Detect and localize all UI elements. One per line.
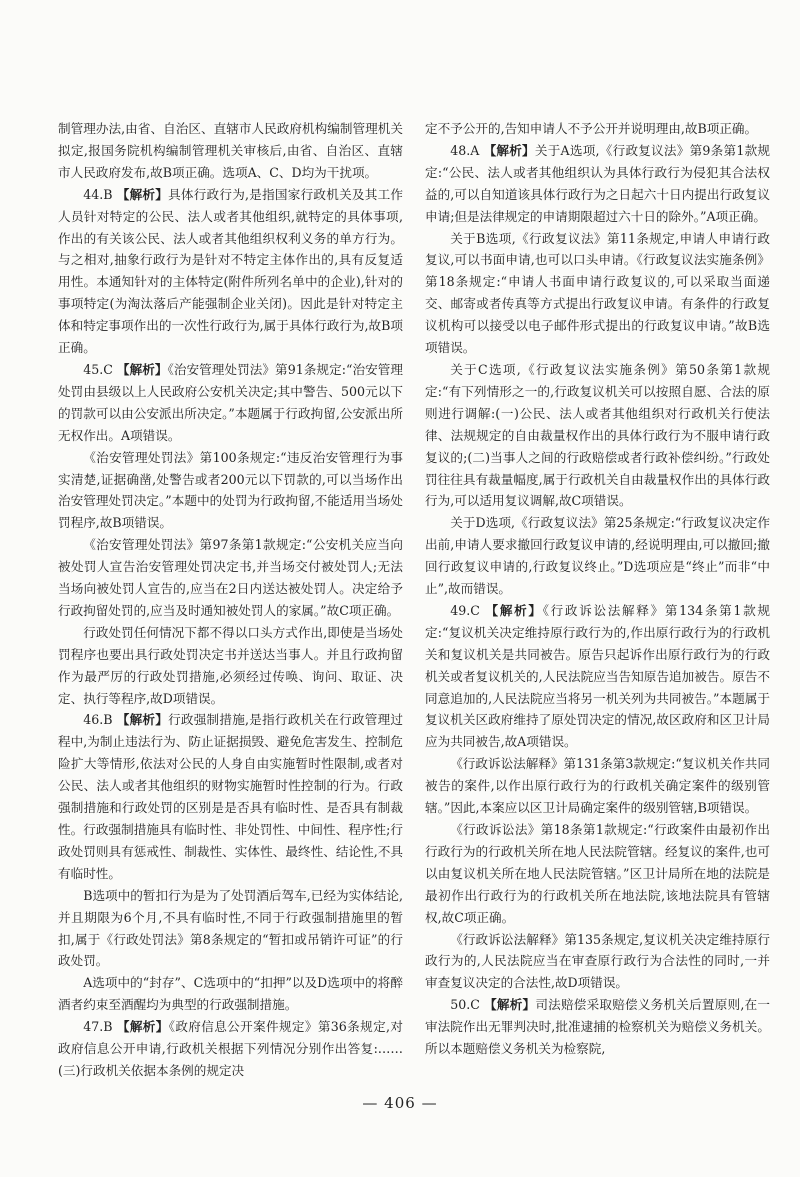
- text-paragraph: [58, 885, 403, 973]
- paragraph-text: 关于A选项,《行政复议法》第9条第1款规定:“公民、法人或者其他组织认为具体行政行为侵犯其合法权益的,可以自知道该具体行政行为之日起六十日内提出行政复议申请;但是法律规定的申请期限超过六十日的除外。”A项正确。: [425, 142, 771, 224]
- text-paragraph: [58, 118, 403, 184]
- text-paragraph: [425, 359, 770, 512]
- paragraph-text: 《治安管理处罚法》第97条第1款规定:“公安机关应当向被处罚人宣告治安管理处罚决定书,并当场交付被处罚人;无法当场向被处罚人宣告的,应当在2日内送达被处罚人。决定给予行政拘留处罚的,应当及时通知被处罚人的家属。”故C项正确。: [58, 537, 403, 618]
- page-number: — 406 —: [362, 1094, 438, 1112]
- analysis-tag: 【解析】: [116, 186, 169, 202]
- question-number: 46.B: [83, 712, 113, 728]
- text-paragraph: [58, 534, 403, 622]
- text-paragraph: [425, 819, 770, 929]
- question-number: 44.B: [83, 186, 113, 202]
- text-paragraph: [425, 753, 770, 819]
- left-column: [58, 118, 403, 1082]
- answer-paragraph: [425, 140, 770, 228]
- paragraph-text: 制管理办法,由省、自治区、直辖市人民政府机构编制管理机关拟定,报国务院机构编制管理机关审核后,由省、自治区、直辖市人民政府发布,故B项正确。选项A、C、D均为干扰项。: [58, 121, 403, 180]
- analysis-tag: 【解析】: [485, 602, 543, 618]
- paragraph-text: 关于D选项,《行政复议法》第25条规定:“行政复议决定作出前,申请人要求撤回行政复议申请的,经说明理由,可以撤回;撤回行政复议申请的,行政复议终止。”D选项应是“终止”而非“中止”,故而错误。: [425, 515, 770, 597]
- paragraph-text: 《治安管理处罚法》第91条规定:“治安管理处罚由县级以上人民政府公安机关决定;其中警告、500元以下的罚款可以由公安派出所决定。”本题属于行政拘留,公安派出所无权作出。A项错误。: [58, 361, 403, 443]
- answer-paragraph: [58, 184, 403, 359]
- text-paragraph: [58, 972, 403, 1016]
- paragraph-text: 《行政诉讼法》第18条第1款规定:“行政案件由最初作出行政行为的行政机关所在地人民法院管辖。经复议的案件,也可以由复议机关所在地人民法院管辖。”区卫计局所在地的法院是最初作出行政行为的行政机关所在地法院,该地法院具有管辖权,故C项正确。: [425, 822, 770, 925]
- answer-paragraph: [58, 1016, 403, 1082]
- text-paragraph: [58, 447, 403, 535]
- question-number: 45.C: [83, 361, 113, 377]
- analysis-tag: 【解析】: [116, 1019, 169, 1035]
- answer-paragraph: [425, 600, 770, 753]
- text-paragraph: [58, 622, 403, 710]
- paragraph-text: 关于C选项,《行政复议法实施条例》第50条第1款规定:“有下列情形之一的,行政复议机关可以按照自愿、合法的原则进行调解:(一)公民、法人或者其他组织对行政机关行使法律、法规规定的自由裁量权作出的具体行政行为不服申请行政复议的;(二)当事人之间的行政赔偿或者行政补偿纠纷。”行政处罚往往具有裁量幅度,属于行政机关自由裁量权作出的具体行政行为,可以适用复议调解,故C项错误。: [425, 361, 770, 509]
- paragraph-text: 《政府信息公开案件规定》第36条规定,对政府信息公开申请,行政机关根据下列情况分别作出答复:……(三)行政机关依据本条例的规定决: [58, 1019, 404, 1078]
- paragraph-text: 《行政诉讼法解释》第135条规定,复议机关决定维持原行政行为的,人民法院应当在审查原行政行为合法性的同时,一并审查复议决定的合法性,故D项错误。: [425, 931, 770, 991]
- paragraph-text: 《行政诉讼法解释》第134条第1款规定:“复议机关决定维持原行政行为的,作出原行政行为的行政机关和复议机关是共同被告。原告只起诉作出原行政行为的行政机关或者复议机关的,人民法院应当告知原告追加被告。原告不同意追加的,人民法院应当将另一机关列为共同被告。”本题属于复议机关区政府维持了原处罚决定的情况,故区政府和区卫计局应为共同被告,故A项错误。: [425, 602, 770, 750]
- question-number: 50.C: [450, 997, 480, 1013]
- analysis-tag: 【解析】: [116, 712, 169, 728]
- right-column: [425, 118, 770, 1060]
- question-number: 49.C: [450, 602, 480, 618]
- paragraph-text: 关于B选项,《行政复议法》第11条规定,申请人申请行政复议,可以书面申请,也可以口头申请。《行政复议法实施条例》第18条规定:“申请人书面申请行政复议的,可以采取当面递交、邮寄或者传真等方式提出行政复议申请。有条件的行政复议机构可以接受以电子邮件形式提出的行政复议申请。”故B选项错误。: [425, 230, 770, 356]
- analysis-tag: 【解析】: [116, 361, 168, 377]
- paragraph-text: 行政处罚任何情况下都不得以口头方式作出,即使是当场处罚程序也要出具行政处罚决定书并送达当事人。并且行政拘留作为最严厉的行政处罚措施,必须经过传唤、询问、取证、决定、执行等程序,故D项错误。: [58, 624, 403, 706]
- answer-paragraph: [58, 359, 403, 447]
- text-paragraph: [425, 228, 770, 359]
- paragraph-text: A选项中的“封存”、C选项中的“扣押”以及D选项中的将醉酒者约束至酒醒均为典型的行政强制措施。: [58, 975, 403, 1013]
- question-number: 47.B: [83, 1019, 113, 1035]
- answer-paragraph: [425, 994, 770, 1060]
- text-paragraph: [425, 929, 770, 995]
- paragraph-text: 具体行政行为,是指国家行政机关及其工作人员针对特定的公民、法人或者其他组织,就特定的具体事项,作出的有关该公民、法人或者其他组织权利义务的单方行为。与之相对,抽象行政行为是针对不特定主体作出的,具有反复适用性。本通知针对的主体特定(附件所列名单中的企业),针对的事项特定(为淘汰落后产能强制企业关闭)。因此是针对特定主体和特定事项作出的一次性行政行为,属于具体行政行为,故B项正确。: [58, 186, 403, 356]
- answer-paragraph: [58, 709, 403, 884]
- paragraph-text: 司法赔偿采取赔偿义务机关后置原则,在一审法院作出无罪判决时,批准逮捕的检察机关为赔偿义务机关。所以本题赔偿义务机关为检察院,: [425, 997, 770, 1057]
- paragraph-text: 《行政诉讼法解释》第131条第3款规定:“复议机关作共同被告的案件,以作出原行政行为的行政机关确定案件的级别管辖。”因此,本案应以区卫计局确定案件的级别管辖,B项错误。: [425, 756, 770, 816]
- analysis-tag: 【解析】: [483, 142, 535, 158]
- paragraph-text: B选项中的暂扣行为是为了处罚酒后驾车,已经为实体结论,并且期限为6个月,不具有临时性,不同于行政强制措施里的暂扣,属于《行政处罚法》第8条规定的“暂扣或吊销许可证”的行政处罚。: [58, 887, 403, 969]
- paragraph-text: 行政强制措施,是指行政机关在行政管理过程中,为制止违法行为、防止证据损毁、避免危害发生、控制危险扩大等情形,依法对公民的人身自由实施暂时性限制,或者对公民、法人或者其他组织的财物实施暂时性控制的行为。行政强制措施和行政处罚的区别是是否具有临时性、是否具有制裁性。行政强制措施具有临时性、非处罚性、中间性、程序性;行政处罚则具有惩戒性、制裁性、实体性、最终性、结论性,不具有临时性。: [58, 712, 403, 881]
- text-paragraph: [425, 512, 770, 600]
- paragraph-text: 《治安管理处罚法》第100条规定:“违反治安管理行为事实清楚,证据确凿,处警告或者200元以下罚款的,可以当场作出治安管理处罚决定。”本题中的处罚为行政拘留,不能适用当场处罚程序,故B项错误。: [58, 449, 403, 531]
- question-number: 48.A: [450, 142, 480, 158]
- paragraph-text: 定不予公开的,告知申请人不予公开并说明理由,故B项正确。: [425, 121, 758, 136]
- text-paragraph: [425, 118, 770, 140]
- analysis-tag: 【解析】: [484, 997, 536, 1013]
